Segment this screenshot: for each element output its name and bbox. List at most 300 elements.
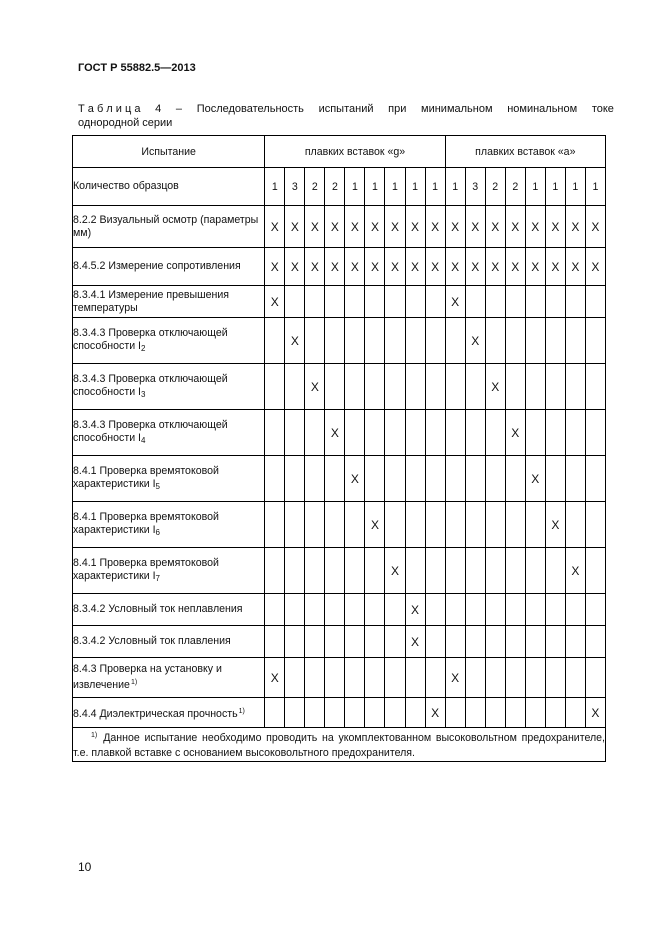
test-mark-cell: X	[385, 548, 405, 594]
empty-cell	[345, 364, 365, 410]
empty-cell	[585, 658, 605, 698]
empty-cell	[385, 698, 405, 728]
empty-cell	[405, 318, 425, 364]
test-name: 8.3.4.3 Проверка отключающей способности I	[73, 326, 228, 352]
test-mark-cell: X	[385, 206, 405, 248]
sample-count-cell: 1	[525, 168, 545, 206]
empty-cell	[305, 658, 325, 698]
empty-cell	[545, 658, 565, 698]
caption-word: минимальном	[421, 103, 493, 115]
empty-cell	[265, 626, 285, 658]
test-mark-cell: X	[285, 206, 305, 248]
test-row	[73, 548, 606, 594]
test-mark-cell: X	[565, 548, 585, 594]
test-mark-cell: X	[445, 658, 465, 698]
empty-cell	[445, 698, 465, 728]
test-mark-cell: X	[505, 248, 525, 286]
empty-cell	[505, 658, 525, 698]
table-caption	[78, 102, 614, 130]
sample-count-cell: 1	[545, 168, 565, 206]
test-mark-cell: X	[325, 248, 345, 286]
test-name-cell	[73, 364, 265, 410]
test-mark-cell: X	[465, 206, 485, 248]
empty-cell	[505, 626, 525, 658]
empty-cell	[425, 502, 445, 548]
sample-count-cell: 2	[485, 168, 505, 206]
empty-cell	[265, 364, 285, 410]
current-subscript: 4	[141, 435, 146, 445]
empty-cell	[485, 626, 505, 658]
empty-cell	[385, 626, 405, 658]
test-name: 8.4.1 Проверка времятоковой характеристики I	[73, 556, 219, 582]
test-mark-cell: X	[465, 318, 485, 364]
sample-count-cell: 1	[445, 168, 465, 206]
empty-cell	[345, 698, 365, 728]
empty-cell	[485, 548, 505, 594]
sample-count-cell: 1	[405, 168, 425, 206]
test-mark-cell: X	[345, 206, 365, 248]
empty-cell	[485, 456, 505, 502]
empty-cell	[445, 502, 465, 548]
empty-cell	[365, 364, 385, 410]
test-mark-cell: X	[525, 206, 545, 248]
test-name: 8.4.1 Проверка времятоковой характеристики I	[73, 510, 219, 536]
sample-count-cell: 2	[505, 168, 525, 206]
empty-cell	[545, 318, 565, 364]
empty-cell	[285, 594, 305, 626]
test-name-cell	[73, 594, 265, 626]
test-mark-cell: X	[265, 658, 285, 698]
test-mark-cell: X	[545, 248, 565, 286]
test-mark-cell: X	[325, 206, 345, 248]
footnote-marker: 1)	[91, 732, 98, 739]
empty-cell	[565, 456, 585, 502]
sample-count-cell: 3	[285, 168, 305, 206]
table-header-row	[73, 136, 606, 168]
empty-cell	[305, 698, 325, 728]
empty-cell	[285, 456, 305, 502]
empty-cell	[365, 698, 385, 728]
empty-cell	[425, 626, 445, 658]
test-name: 8.4.4 Диэлектрическая прочность	[73, 707, 238, 720]
standard-header: ГОСТ Р 55882.5—2013	[78, 62, 196, 74]
caption-line-2: однородной серии	[78, 117, 173, 129]
empty-cell	[565, 318, 585, 364]
test-mark-cell: X	[585, 206, 605, 248]
empty-cell	[565, 502, 585, 548]
empty-cell	[425, 364, 445, 410]
empty-cell	[525, 286, 545, 318]
empty-cell	[325, 548, 345, 594]
current-subscript: 5	[155, 481, 160, 491]
test-mark-cell: X	[425, 248, 445, 286]
empty-cell	[325, 502, 345, 548]
test-name-cell	[73, 318, 265, 364]
test-name: 8.4.5.2 Измерение сопротивления	[73, 260, 241, 272]
test-mark-cell: X	[345, 456, 365, 502]
test-name-cell	[73, 248, 265, 286]
current-subscript: 2	[141, 343, 146, 353]
empty-cell	[505, 698, 525, 728]
test-mark-cell: X	[405, 206, 425, 248]
empty-cell	[445, 410, 465, 456]
empty-cell	[465, 456, 485, 502]
empty-cell	[305, 502, 325, 548]
empty-cell	[365, 658, 385, 698]
empty-cell	[445, 318, 465, 364]
header-test: Испытание	[73, 136, 265, 168]
sample-count-cell: 1	[385, 168, 405, 206]
empty-cell	[345, 318, 365, 364]
test-name: 8.3.4.2 Условный ток неплавления	[73, 603, 243, 615]
count-label: Количество образцов	[73, 168, 265, 206]
sample-count-cell: 1	[345, 168, 365, 206]
empty-cell	[385, 594, 405, 626]
empty-cell	[285, 548, 305, 594]
empty-cell	[585, 594, 605, 626]
empty-cell	[585, 364, 605, 410]
empty-cell	[545, 548, 565, 594]
test-mark-cell: X	[365, 502, 385, 548]
empty-cell	[445, 548, 465, 594]
empty-cell	[265, 698, 285, 728]
caption-word: испытаний	[318, 103, 374, 115]
empty-cell	[545, 364, 565, 410]
test-name-cell	[73, 626, 265, 658]
empty-cell	[345, 626, 365, 658]
empty-cell	[565, 410, 585, 456]
empty-cell	[525, 364, 545, 410]
footnote-ref: 1)	[238, 707, 245, 715]
footnote-row	[73, 728, 606, 762]
empty-cell	[385, 364, 405, 410]
empty-cell	[385, 410, 405, 456]
empty-cell	[465, 698, 485, 728]
test-name: 8.4.1 Проверка времятоковой характеристики I	[73, 464, 219, 490]
empty-cell	[525, 410, 545, 456]
test-mark-cell: X	[425, 206, 445, 248]
test-mark-cell: X	[265, 206, 285, 248]
empty-cell	[585, 410, 605, 456]
empty-cell	[565, 658, 585, 698]
empty-cell	[425, 658, 445, 698]
test-mark-cell: X	[525, 248, 545, 286]
header-group-g: плавких вставок «g»	[265, 136, 445, 168]
empty-cell	[305, 286, 325, 318]
empty-cell	[585, 548, 605, 594]
empty-cell	[525, 698, 545, 728]
test-mark-cell: X	[465, 248, 485, 286]
empty-cell	[405, 698, 425, 728]
empty-cell	[265, 318, 285, 364]
test-sequence-table	[72, 135, 606, 762]
empty-cell	[505, 594, 525, 626]
page-number: 10	[78, 860, 92, 874]
empty-cell	[265, 548, 285, 594]
empty-cell	[305, 594, 325, 626]
empty-cell	[285, 502, 305, 548]
test-name: 8.3.4.2 Условный ток плавления	[73, 635, 231, 647]
empty-cell	[445, 594, 465, 626]
empty-cell	[425, 410, 445, 456]
test-row	[73, 364, 606, 410]
test-mark-cell: X	[445, 286, 465, 318]
empty-cell	[365, 594, 385, 626]
empty-cell	[305, 318, 325, 364]
empty-cell	[285, 626, 305, 658]
empty-cell	[465, 594, 485, 626]
empty-cell	[545, 626, 565, 658]
test-row	[73, 594, 606, 626]
empty-cell	[585, 456, 605, 502]
empty-cell	[425, 318, 445, 364]
current-subscript: 3	[141, 389, 146, 399]
empty-cell	[545, 698, 565, 728]
empty-cell	[505, 548, 525, 594]
empty-cell	[365, 548, 385, 594]
empty-cell	[485, 698, 505, 728]
current-subscript: 6	[155, 527, 160, 537]
current-subscript: 7	[155, 573, 160, 583]
test-mark-cell: X	[405, 626, 425, 658]
sample-count-cell: 1	[585, 168, 605, 206]
empty-cell	[565, 286, 585, 318]
footnote-ref: 1)	[130, 679, 138, 686]
test-mark-cell: X	[365, 248, 385, 286]
empty-cell	[545, 594, 565, 626]
empty-cell	[585, 502, 605, 548]
empty-cell	[325, 286, 345, 318]
empty-cell	[485, 410, 505, 456]
empty-cell	[405, 364, 425, 410]
empty-cell	[385, 502, 405, 548]
empty-cell	[265, 594, 285, 626]
caption-word: Т а б л и ц а	[78, 103, 141, 115]
empty-cell	[485, 318, 505, 364]
test-row	[73, 206, 606, 248]
empty-cell	[345, 502, 365, 548]
test-name: 8.3.4.3 Проверка отключающей способности I	[73, 372, 228, 398]
caption-word: при	[388, 103, 407, 115]
empty-cell	[585, 286, 605, 318]
test-mark-cell: X	[305, 206, 325, 248]
test-mark-cell: X	[545, 206, 565, 248]
empty-cell	[305, 626, 325, 658]
empty-cell	[445, 456, 465, 502]
empty-cell	[345, 594, 365, 626]
test-mark-cell: X	[545, 502, 565, 548]
empty-cell	[505, 364, 525, 410]
empty-cell	[385, 318, 405, 364]
caption-word: 4	[155, 103, 162, 115]
test-mark-cell: X	[385, 248, 405, 286]
test-row	[73, 658, 606, 698]
empty-cell	[465, 410, 485, 456]
empty-cell	[425, 456, 445, 502]
empty-cell	[345, 548, 365, 594]
empty-cell	[365, 318, 385, 364]
test-mark-cell: X	[345, 248, 365, 286]
empty-cell	[405, 456, 425, 502]
test-name: 8.3.4.3 Проверка отключающей способности I	[73, 418, 228, 444]
test-mark-cell: X	[305, 248, 325, 286]
footnote	[73, 728, 606, 762]
empty-cell	[525, 594, 545, 626]
empty-cell	[285, 698, 305, 728]
test-mark-cell: X	[405, 248, 425, 286]
empty-cell	[385, 658, 405, 698]
empty-cell	[585, 626, 605, 658]
empty-cell	[525, 502, 545, 548]
test-row	[73, 502, 606, 548]
empty-cell	[545, 456, 565, 502]
empty-cell	[325, 626, 345, 658]
empty-cell	[565, 364, 585, 410]
empty-cell	[485, 286, 505, 318]
empty-cell	[305, 410, 325, 456]
empty-cell	[465, 286, 485, 318]
test-mark-cell: X	[425, 698, 445, 728]
empty-cell	[465, 548, 485, 594]
test-mark-cell: X	[505, 410, 525, 456]
sample-count-cell: 3	[465, 168, 485, 206]
empty-cell	[365, 456, 385, 502]
empty-cell	[265, 502, 285, 548]
empty-cell	[505, 502, 525, 548]
empty-cell	[345, 410, 365, 456]
empty-cell	[365, 286, 385, 318]
count-row	[73, 168, 606, 206]
test-row	[73, 698, 606, 728]
empty-cell	[565, 594, 585, 626]
empty-cell	[485, 658, 505, 698]
test-name-cell	[73, 206, 265, 248]
test-mark-cell: X	[265, 286, 285, 318]
empty-cell	[365, 626, 385, 658]
empty-cell	[305, 456, 325, 502]
empty-cell	[345, 658, 365, 698]
test-mark-cell: X	[305, 364, 325, 410]
empty-cell	[505, 318, 525, 364]
empty-cell	[265, 410, 285, 456]
test-name-cell	[73, 410, 265, 456]
empty-cell	[525, 318, 545, 364]
test-row	[73, 410, 606, 456]
test-mark-cell: X	[485, 248, 505, 286]
empty-cell	[425, 548, 445, 594]
test-mark-cell: X	[285, 318, 305, 364]
sample-count-cell: 1	[365, 168, 385, 206]
test-name-cell	[73, 286, 265, 318]
test-mark-cell: X	[265, 248, 285, 286]
empty-cell	[325, 364, 345, 410]
sample-count-cell: 1	[425, 168, 445, 206]
test-mark-cell: X	[505, 206, 525, 248]
test-mark-cell: X	[525, 456, 545, 502]
empty-cell	[405, 502, 425, 548]
empty-cell	[585, 318, 605, 364]
test-mark-cell: X	[565, 206, 585, 248]
test-row	[73, 286, 606, 318]
empty-cell	[505, 456, 525, 502]
empty-cell	[525, 658, 545, 698]
header-group-a: плавких вставок «a»	[445, 136, 605, 168]
footnote-text: Данное испытание необходимо проводить на укомплектованном высоковольтном предохранителе, т.е. плавкой вставке с основанием высоковольтного предохранителя.	[73, 732, 605, 759]
test-row	[73, 318, 606, 364]
empty-cell	[425, 286, 445, 318]
empty-cell	[405, 548, 425, 594]
empty-cell	[325, 456, 345, 502]
empty-cell	[465, 502, 485, 548]
empty-cell	[405, 410, 425, 456]
caption-line-1	[78, 102, 614, 116]
empty-cell	[485, 502, 505, 548]
test-mark-cell: X	[485, 364, 505, 410]
sample-count-cell: 2	[305, 168, 325, 206]
empty-cell	[385, 286, 405, 318]
caption-word: номинальном	[507, 103, 578, 115]
empty-cell	[385, 456, 405, 502]
empty-cell	[505, 286, 525, 318]
test-mark-cell: X	[445, 248, 465, 286]
test-name-cell	[73, 698, 265, 728]
caption-word: токе	[591, 103, 614, 115]
sample-count-cell: 1	[565, 168, 585, 206]
test-name-cell	[73, 548, 265, 594]
test-name-cell	[73, 502, 265, 548]
test-row	[73, 626, 606, 658]
caption-word: Последовательность	[196, 103, 304, 115]
test-name: 8.3.4.1 Измерение превышения температуры	[73, 288, 230, 314]
empty-cell	[285, 364, 305, 410]
empty-cell	[485, 594, 505, 626]
empty-cell	[525, 548, 545, 594]
empty-cell	[405, 286, 425, 318]
empty-cell	[545, 410, 565, 456]
empty-cell	[285, 410, 305, 456]
test-row	[73, 248, 606, 286]
empty-cell	[445, 626, 465, 658]
empty-cell	[445, 364, 465, 410]
empty-cell	[465, 364, 485, 410]
empty-cell	[305, 548, 325, 594]
empty-cell	[365, 410, 385, 456]
empty-cell	[285, 658, 305, 698]
empty-cell	[565, 698, 585, 728]
empty-cell	[345, 286, 365, 318]
empty-cell	[425, 594, 445, 626]
test-name-cell	[73, 658, 265, 698]
test-mark-cell: X	[405, 594, 425, 626]
test-row	[73, 456, 606, 502]
test-mark-cell: X	[285, 248, 305, 286]
empty-cell	[285, 286, 305, 318]
empty-cell	[325, 594, 345, 626]
empty-cell	[565, 626, 585, 658]
test-mark-cell: X	[445, 206, 465, 248]
test-mark-cell: X	[365, 206, 385, 248]
empty-cell	[325, 658, 345, 698]
test-mark-cell: X	[585, 698, 605, 728]
test-name-cell	[73, 456, 265, 502]
caption-word: –	[175, 103, 183, 115]
empty-cell	[405, 658, 425, 698]
test-mark-cell: X	[565, 248, 585, 286]
empty-cell	[465, 626, 485, 658]
test-name: 8.4.3 Проверка на установку и извлечение	[73, 663, 222, 691]
test-mark-cell: X	[325, 410, 345, 456]
test-name: 8.2.2 Визуальный осмотр (параметры мм)	[73, 213, 259, 239]
